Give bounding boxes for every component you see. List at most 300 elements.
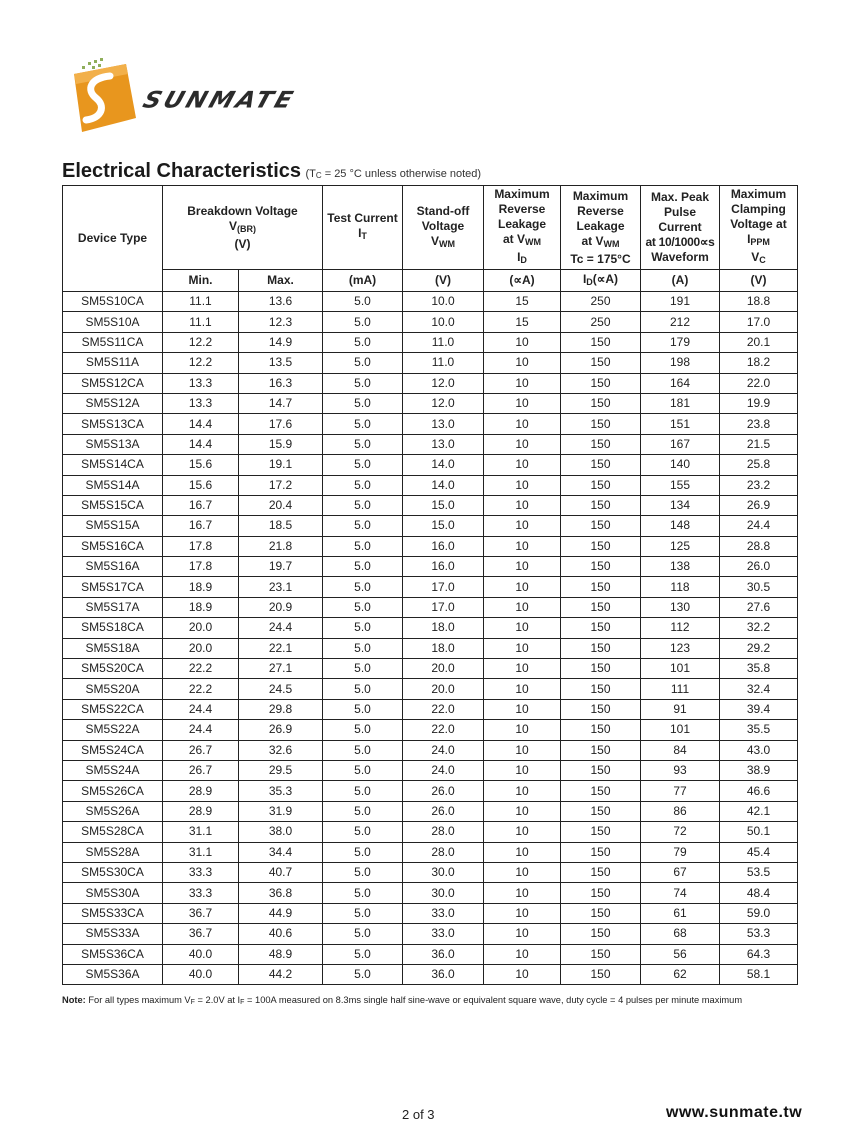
header-device-type: Device Type — [63, 186, 163, 292]
value-cell: 10 — [484, 720, 561, 740]
value-cell: 10 — [484, 638, 561, 658]
table-row — [63, 332, 798, 352]
value-cell: 84 — [641, 740, 720, 760]
device-type-cell: SM5S28CA — [63, 822, 163, 842]
value-cell: 5.0 — [323, 862, 403, 882]
value-cell: 150 — [561, 557, 641, 577]
value-cell: 10 — [484, 516, 561, 536]
value-cell: 26.0 — [720, 557, 798, 577]
value-cell: 150 — [561, 414, 641, 434]
value-cell: 150 — [561, 393, 641, 413]
value-cell: 17.0 — [403, 577, 484, 597]
value-cell: 28.9 — [163, 781, 239, 801]
value-cell: 11.1 — [163, 292, 239, 312]
device-type-cell: SM5S33CA — [63, 903, 163, 923]
value-cell: 5.0 — [323, 353, 403, 373]
section-title — [62, 160, 481, 183]
value-cell: 5.0 — [323, 393, 403, 413]
value-cell: 28.0 — [403, 842, 484, 862]
device-type-cell: SM5S14A — [63, 475, 163, 495]
device-type-cell: SM5S10CA — [63, 292, 163, 312]
device-type-cell: SM5S17A — [63, 597, 163, 617]
title-condition: ($T_C = 25$ °C unless otherwise noted) — [305, 168, 482, 180]
value-cell: 5.0 — [323, 557, 403, 577]
table-row — [63, 618, 798, 638]
value-cell: 26.7 — [163, 740, 239, 760]
value-cell: 14.4 — [163, 434, 239, 454]
value-cell: 23.8 — [720, 414, 798, 434]
device-type-cell: SM5S22A — [63, 720, 163, 740]
table-row — [63, 944, 798, 964]
value-cell: 16.3 — [239, 373, 323, 393]
value-cell: 123 — [641, 638, 720, 658]
value-cell: 22.2 — [163, 679, 239, 699]
value-cell: 5.0 — [323, 679, 403, 699]
value-cell: 15.0 — [403, 495, 484, 515]
header-breakdown-voltage: Breakdown Voltage $V_{(BR)}$ (V) — [163, 186, 323, 270]
table-row — [63, 292, 798, 312]
value-cell: 5.0 — [323, 903, 403, 923]
value-cell: 5.0 — [323, 883, 403, 903]
value-cell: 10 — [484, 414, 561, 434]
value-cell: 150 — [561, 781, 641, 801]
value-cell: 5.0 — [323, 455, 403, 475]
value-cell: 72 — [641, 822, 720, 842]
value-cell: 10.0 — [403, 292, 484, 312]
value-cell: 16.7 — [163, 495, 239, 515]
device-type-cell: SM5S18A — [63, 638, 163, 658]
table-row — [63, 495, 798, 515]
value-cell: 20.0 — [403, 679, 484, 699]
value-cell: 151 — [641, 414, 720, 434]
value-cell: 35.3 — [239, 781, 323, 801]
value-cell: 5.0 — [323, 475, 403, 495]
value-cell: 150 — [561, 842, 641, 862]
value-cell: 17.0 — [403, 597, 484, 617]
electrical-characteristics-table — [62, 185, 798, 985]
unit-max: Max. — [239, 270, 323, 292]
table-row — [63, 475, 798, 495]
value-cell: 13.0 — [403, 434, 484, 454]
value-cell: 35.5 — [720, 720, 798, 740]
value-cell: 10 — [484, 434, 561, 454]
value-cell: 5.0 — [323, 597, 403, 617]
value-cell: 10 — [484, 373, 561, 393]
value-cell: 10 — [484, 842, 561, 862]
value-cell: 16.0 — [403, 536, 484, 556]
value-cell: 43.0 — [720, 740, 798, 760]
device-type-cell: SM5S11A — [63, 353, 163, 373]
device-type-cell: SM5S22CA — [63, 699, 163, 719]
value-cell: 13.5 — [239, 353, 323, 373]
table-row — [63, 638, 798, 658]
value-cell: 19.1 — [239, 455, 323, 475]
value-cell: 140 — [641, 455, 720, 475]
value-cell: 77 — [641, 781, 720, 801]
device-type-cell: SM5S13CA — [63, 414, 163, 434]
value-cell: 23.1 — [239, 577, 323, 597]
table-row — [63, 842, 798, 862]
value-cell: 125 — [641, 536, 720, 556]
table-row — [63, 455, 798, 475]
unit-clamping: (V) — [720, 270, 798, 292]
value-cell: 10 — [484, 862, 561, 882]
value-cell: 10 — [484, 760, 561, 780]
value-cell: 5.0 — [323, 944, 403, 964]
value-cell: 10 — [484, 332, 561, 352]
value-cell: 40.6 — [239, 924, 323, 944]
value-cell: 150 — [561, 577, 641, 597]
value-cell: 32.6 — [239, 740, 323, 760]
value-cell: 101 — [641, 659, 720, 679]
table-row — [63, 373, 798, 393]
value-cell: 10 — [484, 536, 561, 556]
value-cell: 10 — [484, 883, 561, 903]
table-row — [63, 577, 798, 597]
value-cell: 150 — [561, 373, 641, 393]
value-cell: 150 — [561, 332, 641, 352]
value-cell: 24.0 — [403, 760, 484, 780]
table-row — [63, 679, 798, 699]
value-cell: 5.0 — [323, 822, 403, 842]
value-cell: 150 — [561, 516, 641, 536]
value-cell: 12.0 — [403, 393, 484, 413]
value-cell: 150 — [561, 659, 641, 679]
table-row — [63, 557, 798, 577]
value-cell: 26.0 — [403, 781, 484, 801]
value-cell: 15.6 — [163, 475, 239, 495]
value-cell: 5.0 — [323, 434, 403, 454]
value-cell: 20.0 — [163, 638, 239, 658]
value-cell: 22.0 — [403, 720, 484, 740]
value-cell: 134 — [641, 495, 720, 515]
value-cell: 150 — [561, 699, 641, 719]
value-cell: 33.3 — [163, 862, 239, 882]
table-row — [63, 516, 798, 536]
value-cell: 150 — [561, 903, 641, 923]
device-type-cell: SM5S10A — [63, 312, 163, 332]
device-type-cell: SM5S26A — [63, 801, 163, 821]
value-cell: 31.1 — [163, 822, 239, 842]
value-cell: 10 — [484, 597, 561, 617]
brand-wordmark: SUNMATE — [139, 86, 300, 114]
value-cell: 18.8 — [720, 292, 798, 312]
page-number: 2 of 3 — [402, 1107, 435, 1122]
value-cell: 10 — [484, 557, 561, 577]
value-cell: 33.3 — [163, 883, 239, 903]
value-cell: 10.0 — [403, 312, 484, 332]
value-cell: 31.1 — [163, 842, 239, 862]
value-cell: 17.2 — [239, 475, 323, 495]
value-cell: 10 — [484, 455, 561, 475]
value-cell: 40.7 — [239, 862, 323, 882]
value-cell: 12.0 — [403, 373, 484, 393]
value-cell: 61 — [641, 903, 720, 923]
value-cell: 5.0 — [323, 618, 403, 638]
value-cell: 17.8 — [163, 557, 239, 577]
value-cell: 18.2 — [720, 353, 798, 373]
value-cell: 20.9 — [239, 597, 323, 617]
value-cell: 150 — [561, 597, 641, 617]
header-peak-pulse-current: Max. Peak Pulse Current at 10/1000∝s Waveform — [641, 186, 720, 270]
value-cell: 26.0 — [403, 801, 484, 821]
value-cell: 13.3 — [163, 373, 239, 393]
value-cell: 20.1 — [720, 332, 798, 352]
value-cell: 150 — [561, 679, 641, 699]
value-cell: 15 — [484, 292, 561, 312]
value-cell: 150 — [561, 822, 641, 842]
value-cell: 14.9 — [239, 332, 323, 352]
table-row — [63, 536, 798, 556]
value-cell: 45.4 — [720, 842, 798, 862]
value-cell: 13.0 — [403, 414, 484, 434]
value-cell: 38.9 — [720, 760, 798, 780]
value-cell: 130 — [641, 597, 720, 617]
value-cell: 150 — [561, 944, 641, 964]
value-cell: 29.8 — [239, 699, 323, 719]
device-type-cell: SM5S36A — [63, 964, 163, 984]
value-cell: 13.6 — [239, 292, 323, 312]
value-cell: 53.3 — [720, 924, 798, 944]
value-cell: 5.0 — [323, 292, 403, 312]
value-cell: 5.0 — [323, 720, 403, 740]
value-cell: 44.2 — [239, 964, 323, 984]
value-cell: 150 — [561, 924, 641, 944]
value-cell: 48.4 — [720, 883, 798, 903]
value-cell: 150 — [561, 760, 641, 780]
unit-standoff: (V) — [403, 270, 484, 292]
table-row — [63, 312, 798, 332]
value-cell: 44.9 — [239, 903, 323, 923]
value-cell: 212 — [641, 312, 720, 332]
device-type-cell: SM5S20A — [63, 679, 163, 699]
value-cell: 12.3 — [239, 312, 323, 332]
table-row — [63, 760, 798, 780]
value-cell: 27.1 — [239, 659, 323, 679]
device-type-cell: SM5S14CA — [63, 455, 163, 475]
value-cell: 198 — [641, 353, 720, 373]
table-row — [63, 353, 798, 373]
value-cell: 20.4 — [239, 495, 323, 515]
header-reverse-leakage-175c: Maximum Reverse Leakage at $V_{WM}$ Tc = 175°C — [561, 186, 641, 270]
value-cell: 101 — [641, 720, 720, 740]
value-cell: 5.0 — [323, 924, 403, 944]
table-row — [63, 883, 798, 903]
value-cell: 18.0 — [403, 638, 484, 658]
value-cell: 13.3 — [163, 393, 239, 413]
value-cell: 5.0 — [323, 577, 403, 597]
value-cell: 5.0 — [323, 964, 403, 984]
value-cell: 24.4 — [163, 699, 239, 719]
value-cell: 150 — [561, 801, 641, 821]
table-row — [63, 924, 798, 944]
value-cell: 36.7 — [163, 924, 239, 944]
device-type-cell: SM5S12CA — [63, 373, 163, 393]
value-cell: 150 — [561, 495, 641, 515]
value-cell: 10 — [484, 618, 561, 638]
table-row — [63, 699, 798, 719]
value-cell: 33.0 — [403, 924, 484, 944]
value-cell: 36.0 — [403, 944, 484, 964]
device-type-cell: SM5S26CA — [63, 781, 163, 801]
header-reverse-leakage: Maximum Reverse Leakage at $V_{WM}$ $I_D$ — [484, 186, 561, 270]
device-type-cell: SM5S15CA — [63, 495, 163, 515]
value-cell: 40.0 — [163, 944, 239, 964]
value-cell: 30.0 — [403, 862, 484, 882]
value-cell: 15 — [484, 312, 561, 332]
value-cell: 150 — [561, 536, 641, 556]
device-type-cell: SM5S28A — [63, 842, 163, 862]
value-cell: 118 — [641, 577, 720, 597]
value-cell: 26.9 — [720, 495, 798, 515]
value-cell: 150 — [561, 618, 641, 638]
value-cell: 5.0 — [323, 312, 403, 332]
value-cell: 18.0 — [403, 618, 484, 638]
table-body — [63, 292, 798, 985]
value-cell: 138 — [641, 557, 720, 577]
value-cell: 29.2 — [720, 638, 798, 658]
table-row — [63, 862, 798, 882]
device-type-cell: SM5S30CA — [63, 862, 163, 882]
value-cell: 19.7 — [239, 557, 323, 577]
value-cell: 17.8 — [163, 536, 239, 556]
value-cell: 150 — [561, 720, 641, 740]
value-cell: 10 — [484, 964, 561, 984]
value-cell: 30.5 — [720, 577, 798, 597]
device-type-cell: SM5S24CA — [63, 740, 163, 760]
table-row — [63, 393, 798, 413]
value-cell: 5.0 — [323, 495, 403, 515]
table-row — [63, 740, 798, 760]
value-cell: 22.0 — [403, 699, 484, 719]
value-cell: 150 — [561, 638, 641, 658]
unit-peak-pulse: (A) — [641, 270, 720, 292]
value-cell: 16.0 — [403, 557, 484, 577]
unit-leakage: (∝A) — [484, 270, 561, 292]
value-cell: 48.9 — [239, 944, 323, 964]
value-cell: 5.0 — [323, 414, 403, 434]
device-type-cell: SM5S12A — [63, 393, 163, 413]
value-cell: 68 — [641, 924, 720, 944]
value-cell: 62 — [641, 964, 720, 984]
value-cell: 167 — [641, 434, 720, 454]
value-cell: 150 — [561, 862, 641, 882]
value-cell: 191 — [641, 292, 720, 312]
table-row — [63, 903, 798, 923]
value-cell: 10 — [484, 679, 561, 699]
value-cell: 10 — [484, 822, 561, 842]
device-type-cell: SM5S18CA — [63, 618, 163, 638]
value-cell: 16.7 — [163, 516, 239, 536]
value-cell: 179 — [641, 332, 720, 352]
value-cell: 5.0 — [323, 740, 403, 760]
device-type-cell: SM5S20CA — [63, 659, 163, 679]
header-standoff-voltage: Stand-off Voltage $V_{WM}$ — [403, 186, 484, 270]
value-cell: 32.4 — [720, 679, 798, 699]
value-cell: 5.0 — [323, 638, 403, 658]
value-cell: 26.9 — [239, 720, 323, 740]
value-cell: 64.3 — [720, 944, 798, 964]
device-type-cell: SM5S13A — [63, 434, 163, 454]
value-cell: 50.1 — [720, 822, 798, 842]
value-cell: 150 — [561, 740, 641, 760]
value-cell: 27.6 — [720, 597, 798, 617]
value-cell: 18.5 — [239, 516, 323, 536]
value-cell: 5.0 — [323, 516, 403, 536]
value-cell: 10 — [484, 781, 561, 801]
value-cell: 67 — [641, 862, 720, 882]
value-cell: 12.2 — [163, 353, 239, 373]
value-cell: 36.7 — [163, 903, 239, 923]
value-cell: 46.6 — [720, 781, 798, 801]
value-cell: 14.7 — [239, 393, 323, 413]
value-cell: 155 — [641, 475, 720, 495]
sunmate-logo-icon — [52, 56, 142, 140]
value-cell: 74 — [641, 883, 720, 903]
value-cell: 33.0 — [403, 903, 484, 923]
value-cell: 28.9 — [163, 801, 239, 821]
device-type-cell: SM5S36CA — [63, 944, 163, 964]
value-cell: 150 — [561, 964, 641, 984]
table-row — [63, 434, 798, 454]
value-cell: 59.0 — [720, 903, 798, 923]
value-cell: 10 — [484, 944, 561, 964]
value-cell: 32.2 — [720, 618, 798, 638]
value-cell: 18.9 — [163, 597, 239, 617]
unit-min: Min. — [163, 270, 239, 292]
value-cell: 10 — [484, 659, 561, 679]
table-row — [63, 964, 798, 984]
value-cell: 25.8 — [720, 455, 798, 475]
value-cell: 17.6 — [239, 414, 323, 434]
value-cell: 22.0 — [720, 373, 798, 393]
value-cell: 24.0 — [403, 740, 484, 760]
value-cell: 79 — [641, 842, 720, 862]
value-cell: 10 — [484, 393, 561, 413]
value-cell: 14.4 — [163, 414, 239, 434]
value-cell: 112 — [641, 618, 720, 638]
value-cell: 40.0 — [163, 964, 239, 984]
value-cell: 35.8 — [720, 659, 798, 679]
table-row — [63, 597, 798, 617]
value-cell: 28.8 — [720, 536, 798, 556]
value-cell: 11.0 — [403, 332, 484, 352]
device-type-cell: SM5S16CA — [63, 536, 163, 556]
value-cell: 24.4 — [239, 618, 323, 638]
table-row — [63, 720, 798, 740]
value-cell: 21.8 — [239, 536, 323, 556]
table-row — [63, 659, 798, 679]
unit-test-current: (mA) — [323, 270, 403, 292]
value-cell: 10 — [484, 577, 561, 597]
value-cell: 5.0 — [323, 842, 403, 862]
value-cell: 15.0 — [403, 516, 484, 536]
table-row — [63, 822, 798, 842]
table-row — [63, 801, 798, 821]
title-main: Electrical Characteristics — [62, 160, 302, 182]
value-cell: 11.0 — [403, 353, 484, 373]
value-cell: 5.0 — [323, 781, 403, 801]
value-cell: 12.2 — [163, 332, 239, 352]
value-cell: 10 — [484, 475, 561, 495]
value-cell: 10 — [484, 495, 561, 515]
value-cell: 20.0 — [163, 618, 239, 638]
value-cell: 250 — [561, 312, 641, 332]
value-cell: 56 — [641, 944, 720, 964]
value-cell: 150 — [561, 455, 641, 475]
value-cell: 5.0 — [323, 801, 403, 821]
value-cell: 150 — [561, 883, 641, 903]
